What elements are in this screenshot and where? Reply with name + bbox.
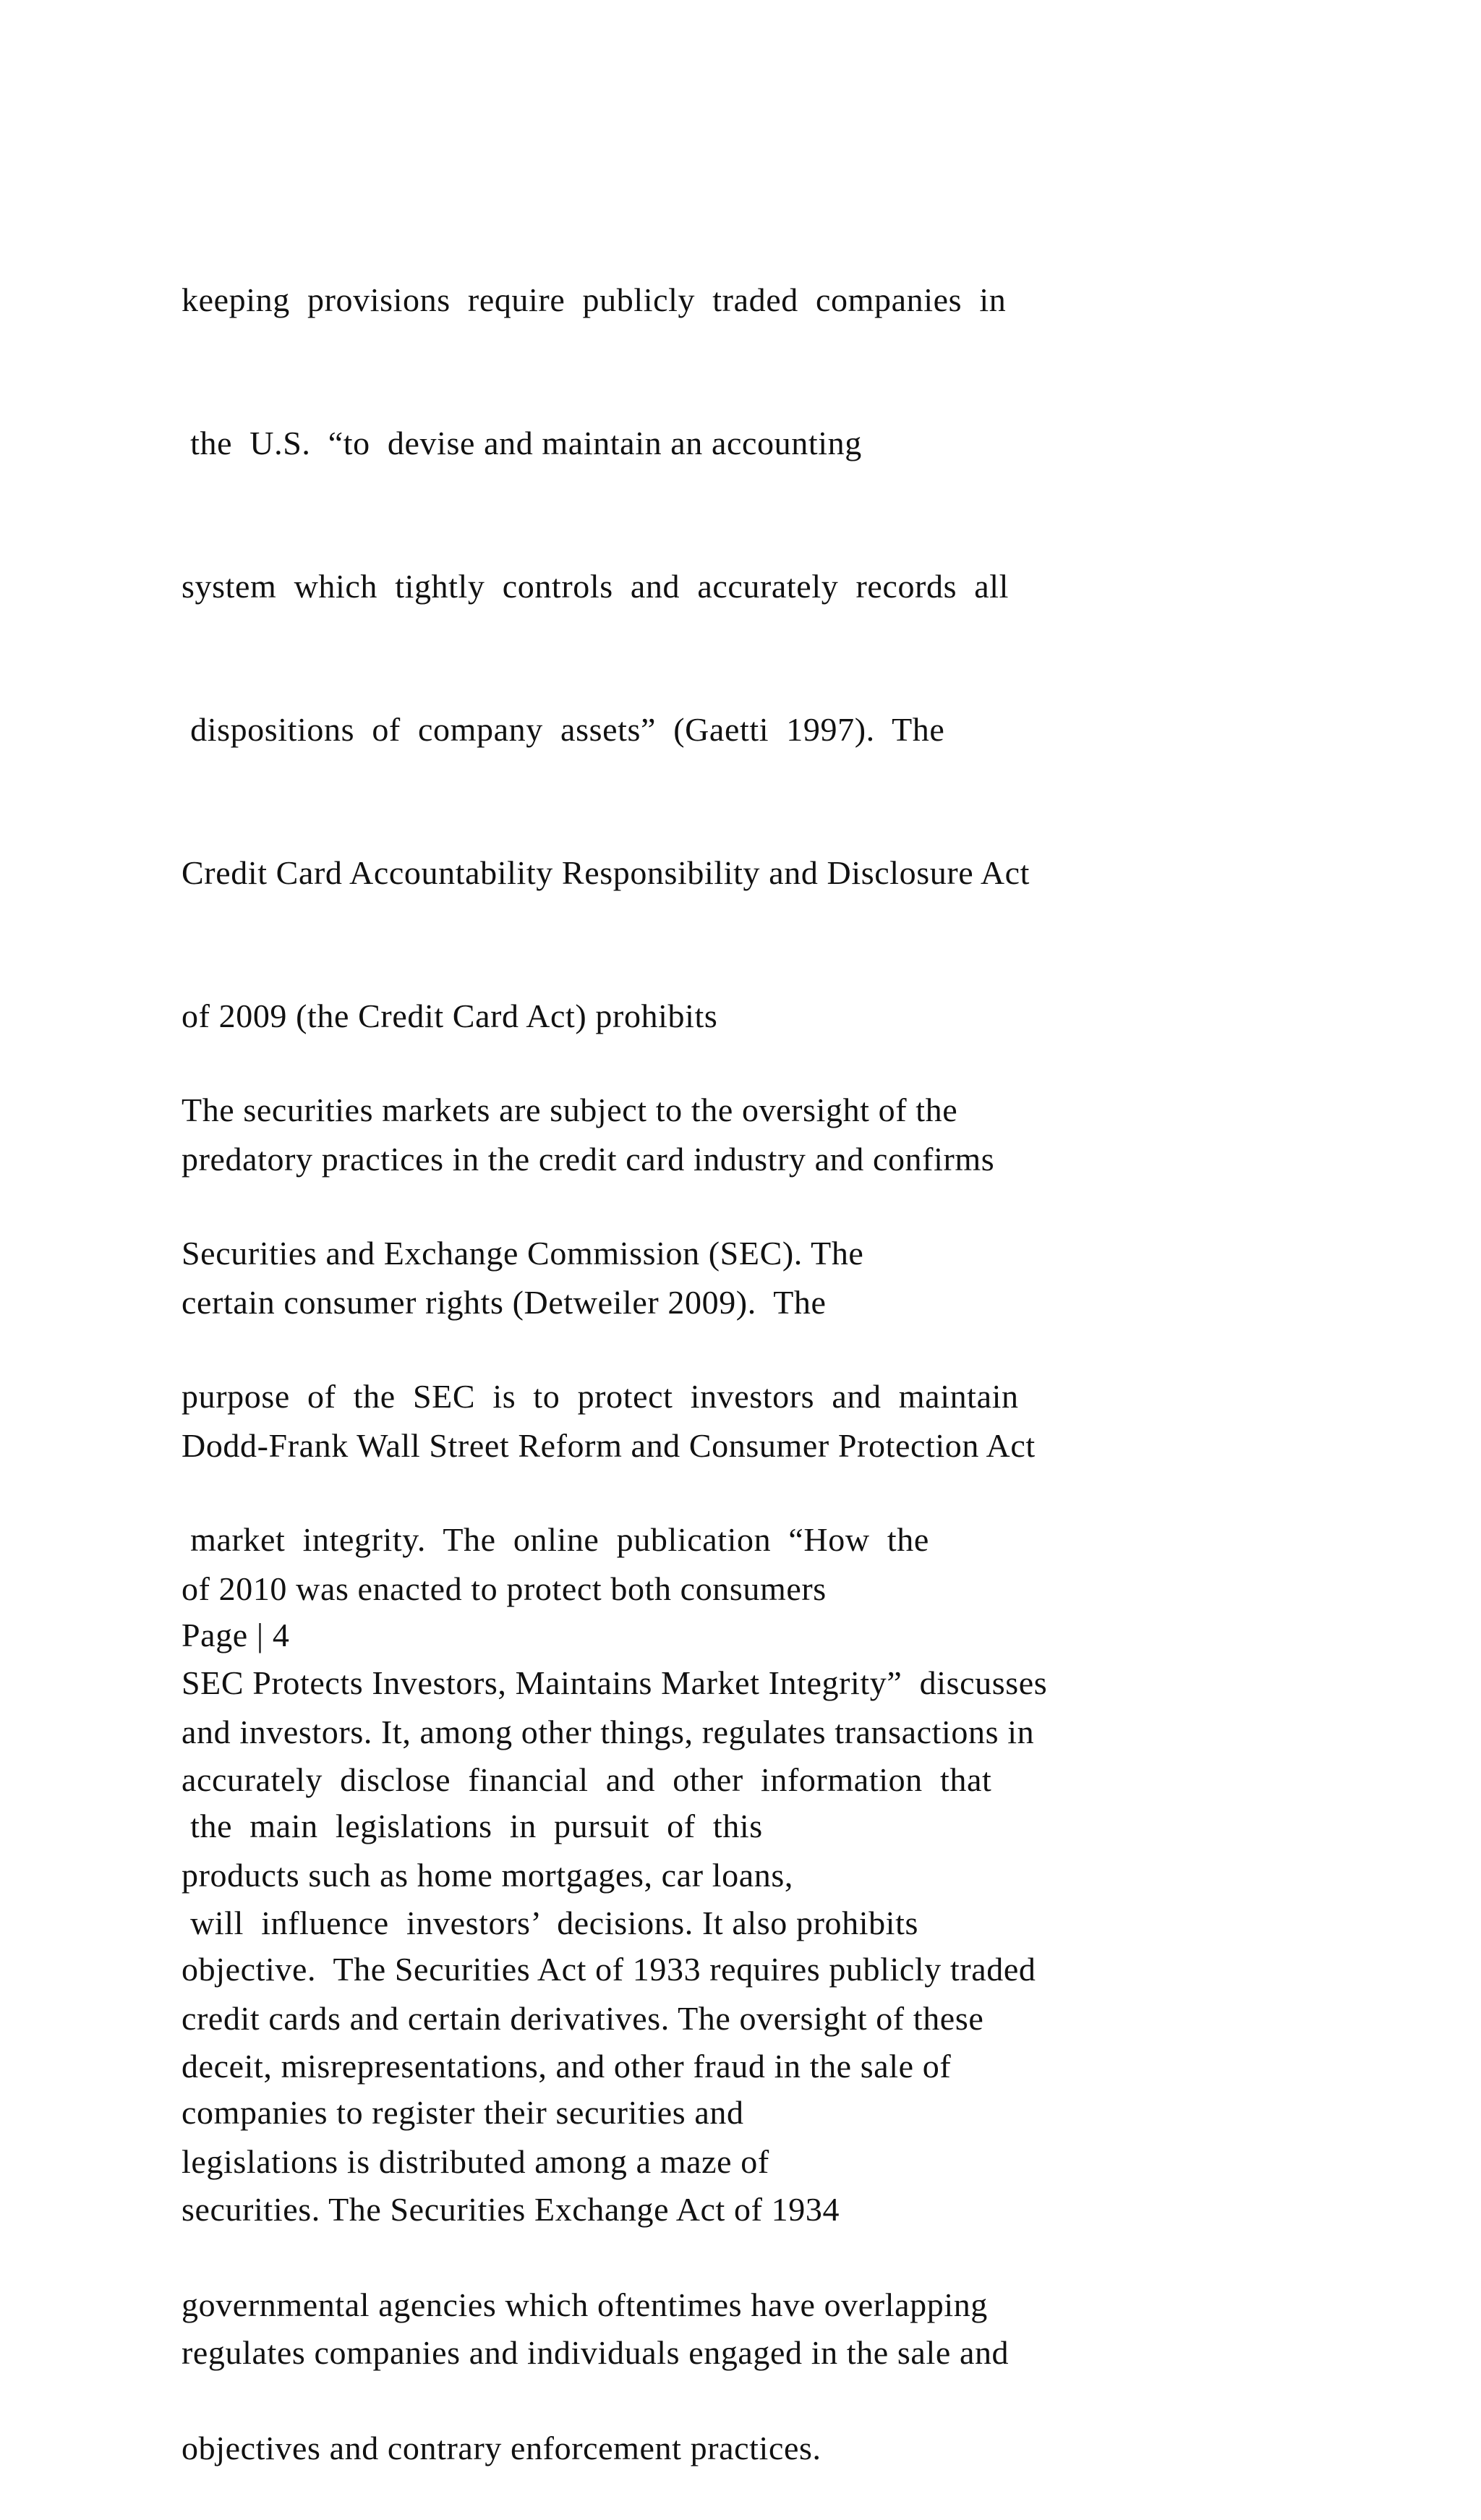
- text-line: accurately disclose financial and other information that: [182, 1761, 992, 1798]
- text-line: certain consumer rights (Detweiler 2009). The: [182, 1284, 827, 1321]
- text-line: and investors. It, among other things, regulates transactions in: [182, 1714, 1035, 1750]
- text-line: keeping provisions require publicly traded companies in: [182, 281, 1007, 318]
- text-line: credit cards and certain derivatives. The oversight of these: [182, 2000, 984, 2037]
- text-line: companies to register their securities and: [182, 2094, 744, 2131]
- text-line: deceit, misrepresentations, and other fraud in the sale of: [182, 2048, 952, 2085]
- text-line: objective. The Securities Act of 1933 requires publicly traded: [182, 1951, 1036, 1988]
- text-line: securities. The Securities Exchange Act of 1934: [182, 2191, 840, 2228]
- page-number-label: Page | 4: [182, 1617, 290, 1653]
- text-line: objectives and contrary enforcement practices.: [182, 2430, 821, 2466]
- text-line: the main legislations in pursuit of this: [182, 1808, 763, 1844]
- paragraph-3: [182, 1661, 1339, 2425]
- text-line: The securities markets are subject to the oversight of the: [182, 1091, 958, 1128]
- text-line: purpose of the SEC is to protect investors and maintain: [182, 1378, 1019, 1415]
- text-line: system which tightly controls and accurately records all: [182, 568, 1010, 605]
- text-line: Securities and Exchange Commission (SEC). The: [182, 1235, 864, 1272]
- text-line: dispositions of company assets” (Gaetti 1997). The: [182, 711, 945, 748]
- text-line: predatory practices in the credit card industry and confirms: [182, 1141, 995, 1178]
- text-line: governmental agencies which oftentimes have overlapping: [182, 2286, 988, 2323]
- text-line: the U.S. “to devise and maintain an accounting: [182, 425, 862, 461]
- text-line: market integrity. The online publication “How the: [182, 1521, 929, 1558]
- text-line: Credit Card Accountability Responsibility and Disclosure Act: [182, 854, 1030, 891]
- text-line: SEC Protects Investors, Maintains Market Integrity” discusses: [182, 1664, 1048, 1701]
- text-line: regulates companies and individuals engaged in the sale and: [182, 2334, 1010, 2371]
- text-line: products such as home mortgages, car loans,: [182, 1857, 793, 1894]
- text-line: will influence investors’ decisions. It also prohibits: [182, 1904, 918, 1941]
- text-line: of 2010 was enacted to protect both consumers: [182, 1570, 827, 1607]
- text-line: legislations is distributed among a maze of: [182, 2143, 769, 2180]
- text-line: of 2009 (the Credit Card Act) prohibits: [182, 997, 718, 1034]
- text-line: Dodd-Frank Wall Street Reform and Consumer Protection Act: [182, 1427, 1036, 1464]
